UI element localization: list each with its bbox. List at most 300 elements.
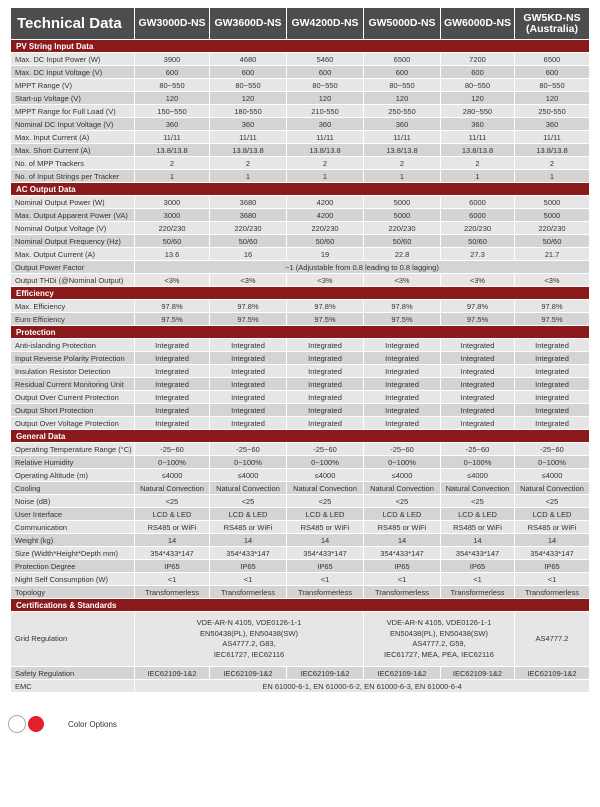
- header-row: [11, 8, 590, 40]
- row-label: Nominal Output Frequency (Hz): [11, 235, 135, 248]
- cell-value: 3000: [135, 209, 210, 222]
- cell-value: 354*433*147: [364, 547, 441, 560]
- row-label: Operating Altitude (m): [11, 469, 135, 482]
- table-row: [11, 560, 590, 573]
- cell-value: 19: [287, 248, 364, 261]
- cell-value: 80~550: [441, 79, 515, 92]
- cell-value: Integrated: [210, 378, 287, 391]
- row-label: Input Reverse Polarity Protection: [11, 352, 135, 365]
- cell-value: IP65: [441, 560, 515, 573]
- table-row: [11, 378, 590, 391]
- cell-value: 97.5%: [441, 313, 515, 326]
- cell-value: 50/60: [135, 235, 210, 248]
- model-header-last: [515, 8, 590, 40]
- cell-value: 360: [515, 118, 590, 131]
- cell-value: -25~60: [210, 443, 287, 456]
- cell-value: <1: [441, 573, 515, 586]
- row-label: Max. DC Input Voltage (V): [11, 66, 135, 79]
- cell-value: 360: [364, 118, 441, 131]
- cell-value: <25: [441, 495, 515, 508]
- cell-value: 97.8%: [364, 300, 441, 313]
- cell-value: 97.5%: [287, 313, 364, 326]
- table-row: [11, 66, 590, 79]
- grid-line: IEC61727, MEA, PEA, IEC62116: [384, 649, 494, 659]
- cell-value: <25: [135, 495, 210, 508]
- cell-value: 11/11: [441, 131, 515, 144]
- row-label: Communication: [11, 521, 135, 534]
- cell-value: RS485 or WiFi: [515, 521, 590, 534]
- cell-value: 220/230: [287, 222, 364, 235]
- cell-value: Integrated: [515, 391, 590, 404]
- cell-value: Integrated: [287, 339, 364, 352]
- cell-value: 180-550: [210, 105, 287, 118]
- cell-value: 5000: [364, 196, 441, 209]
- cell-value: 97.8%: [287, 300, 364, 313]
- cell-value: 0~100%: [210, 456, 287, 469]
- cell-value: -25~60: [364, 443, 441, 456]
- cell-value: 80~550: [135, 79, 210, 92]
- table-row: [11, 534, 590, 547]
- table-row: [11, 612, 590, 667]
- cell-value: 0~100%: [441, 456, 515, 469]
- cell-value: LCD & LED: [515, 508, 590, 521]
- cell-value: IEC62109-1&2: [441, 667, 515, 680]
- cell-value: 97.8%: [515, 300, 590, 313]
- cell-value: 354*433*147: [441, 547, 515, 560]
- section-title: Protection: [11, 326, 590, 339]
- grid-line: IEC61727, IEC62116: [213, 649, 285, 659]
- cell-value: 14: [441, 534, 515, 547]
- table-row: [11, 404, 590, 417]
- cell-value: 4680: [210, 53, 287, 66]
- cell-value: IEC62109-1&2: [135, 667, 210, 680]
- table-row: [11, 157, 590, 170]
- cell-value: Integrated: [135, 352, 210, 365]
- cell-value: 0~100%: [287, 456, 364, 469]
- cell-value: Integrated: [364, 378, 441, 391]
- table-row: [11, 300, 590, 313]
- cell-value: <25: [364, 495, 441, 508]
- cell-value: 360: [287, 118, 364, 131]
- page-title: Technical Data: [11, 8, 135, 40]
- cell-value: Integrated: [441, 378, 515, 391]
- cell-value: 210-550: [287, 105, 364, 118]
- cell-value: 120: [441, 92, 515, 105]
- cell-value: 97.8%: [441, 300, 515, 313]
- cell-value: Transformerless: [364, 586, 441, 599]
- cell-value: Integrated: [210, 417, 287, 430]
- row-label: Safety Regulation: [11, 667, 135, 680]
- grid-line: EN50438(PL), EN50438(SW): [390, 628, 488, 638]
- cell-value: 354*433*147: [287, 547, 364, 560]
- section-title: PV String Input Data: [11, 40, 590, 53]
- table-row: [11, 547, 590, 560]
- row-label: Max. Output Apparent Power (VA): [11, 209, 135, 222]
- section-title: Efficiency: [11, 287, 590, 300]
- row-label: Max. Input Current (A): [11, 131, 135, 144]
- model-header: GW3000D-NS: [135, 8, 210, 40]
- cell-value: 120: [515, 92, 590, 105]
- grid-line: VDE-AR-N 4105, VDE0126-1-1: [386, 618, 492, 627]
- row-label: Output Power Factor: [11, 261, 135, 274]
- cell-value: 13.8/13.8: [515, 144, 590, 157]
- cell-value: 220/230: [364, 222, 441, 235]
- cell-value: 220/230: [135, 222, 210, 235]
- row-label: Max. Efficiency: [11, 300, 135, 313]
- cell-value: 13.8/13.8: [364, 144, 441, 157]
- table-row: [11, 92, 590, 105]
- cell-value: 3680: [210, 209, 287, 222]
- model-region: (Australia): [526, 22, 578, 35]
- cell-value: LCD & LED: [210, 508, 287, 521]
- cell-value: Natural Convection: [364, 482, 441, 495]
- cell-value: 2: [287, 157, 364, 170]
- cell-value: Integrated: [364, 339, 441, 352]
- grid-regulation-group-a: [135, 612, 364, 667]
- row-label: Insulation Resistor Detection: [11, 365, 135, 378]
- cell-value: LCD & LED: [287, 508, 364, 521]
- cell-value: 2: [135, 157, 210, 170]
- cell-value: 14: [287, 534, 364, 547]
- cell-value: 3680: [210, 196, 287, 209]
- cell-value: 600: [287, 66, 364, 79]
- row-label: Output Short Protection: [11, 404, 135, 417]
- row-label: Size (Width*Height*Depth mm): [11, 547, 135, 560]
- table-row: [11, 144, 590, 157]
- row-label: MPPT Range (V): [11, 79, 135, 92]
- table-row: [11, 131, 590, 144]
- table-row: [11, 53, 590, 66]
- cell-value: Integrated: [364, 365, 441, 378]
- table-row: [11, 586, 590, 599]
- section-title: Certifications & Standards: [11, 599, 590, 612]
- cell-value: 5000: [515, 196, 590, 209]
- color-options-label: Color Options: [68, 719, 117, 729]
- cell-value: 2: [364, 157, 441, 170]
- cell-value: Integrated: [441, 339, 515, 352]
- cell-value: <25: [210, 495, 287, 508]
- cell-value: Integrated: [441, 365, 515, 378]
- cell-value: Integrated: [287, 378, 364, 391]
- cell-value: 0~100%: [515, 456, 590, 469]
- cell-value: ≤4000: [364, 469, 441, 482]
- cell-value: Integrated: [515, 404, 590, 417]
- cell-value: 5000: [364, 209, 441, 222]
- cell-value: IEC62109-1&2: [287, 667, 364, 680]
- cell-value: Natural Convection: [135, 482, 210, 495]
- cell-value: Transformerless: [515, 586, 590, 599]
- cell-value: 80~550: [210, 79, 287, 92]
- cell-value: 220/230: [441, 222, 515, 235]
- cell-value: 7200: [441, 53, 515, 66]
- cell-value: 600: [135, 66, 210, 79]
- grid-line: EN50438(PL), EN50438(SW): [200, 628, 298, 638]
- cell-value: Integrated: [135, 404, 210, 417]
- cell-value: 97.5%: [515, 313, 590, 326]
- section-title: General Data: [11, 430, 590, 443]
- cell-value: 1: [364, 170, 441, 183]
- cell-value: Integrated: [287, 365, 364, 378]
- cell-value: 27.3: [441, 248, 515, 261]
- row-label: Max. Short Current (A): [11, 144, 135, 157]
- row-label: Max. DC Input Power (W): [11, 53, 135, 66]
- cell-value: 80~550: [364, 79, 441, 92]
- section-header: [11, 430, 590, 443]
- cell-value: <3%: [364, 274, 441, 287]
- cell-value: 13.8/13.8: [441, 144, 515, 157]
- row-label: Operating Temperature Range (°C): [11, 443, 135, 456]
- row-label: Start-up Voltage (V): [11, 92, 135, 105]
- cell-value: Integrated: [135, 339, 210, 352]
- row-label: Nominal Output Voltage (V): [11, 222, 135, 235]
- cell-value: 3900: [135, 53, 210, 66]
- cell-value: 22.8: [364, 248, 441, 261]
- cell-value: Integrated: [441, 391, 515, 404]
- cell-value: ≤4000: [135, 469, 210, 482]
- cell-value: 4200: [287, 209, 364, 222]
- cell-value: 80~550: [515, 79, 590, 92]
- cell-value: 13.8/13.8: [135, 144, 210, 157]
- table-row: [11, 495, 590, 508]
- cell-value: Integrated: [364, 352, 441, 365]
- cell-value: Integrated: [441, 352, 515, 365]
- cell-value: <1: [515, 573, 590, 586]
- cell-value: Integrated: [515, 365, 590, 378]
- cell-value: LCD & LED: [135, 508, 210, 521]
- cell-value: 97.5%: [210, 313, 287, 326]
- cell-value: Integrated: [287, 417, 364, 430]
- cell-value: Natural Convection: [441, 482, 515, 495]
- table-row: [11, 170, 590, 183]
- grid-line: AS4777.2, G83,: [222, 639, 276, 648]
- cell-value: 220/230: [515, 222, 590, 235]
- cell-value: 4200: [287, 196, 364, 209]
- cell-value: Integrated: [210, 404, 287, 417]
- cell-value: 5460: [287, 53, 364, 66]
- table-row: [11, 196, 590, 209]
- cell-value: 120: [287, 92, 364, 105]
- row-label: No. of MPP Trackers: [11, 157, 135, 170]
- cell-value: 354*433*147: [210, 547, 287, 560]
- row-label: Anti-islanding Protection: [11, 339, 135, 352]
- cell-value: 3000: [135, 196, 210, 209]
- technical-data-table: [10, 7, 590, 693]
- cell-value: 1: [515, 170, 590, 183]
- cell-value: Natural Convection: [210, 482, 287, 495]
- row-label: Euro Efficiency: [11, 313, 135, 326]
- table-row: [11, 235, 590, 248]
- cell-value: Integrated: [441, 417, 515, 430]
- section-header: [11, 287, 590, 300]
- cell-value: Integrated: [210, 352, 287, 365]
- cell-value: Transformerless: [287, 586, 364, 599]
- grid-regulation-last: AS4777.2: [515, 612, 590, 667]
- cell-value: Integrated: [135, 365, 210, 378]
- cell-value: RS485 or WiFi: [287, 521, 364, 534]
- cell-value: 150~550: [135, 105, 210, 118]
- cell-value: 14: [135, 534, 210, 547]
- row-label: Max. Output Current (A): [11, 248, 135, 261]
- color-swatch-white: [8, 715, 26, 733]
- table-row: [11, 313, 590, 326]
- cell-value: Integrated: [210, 339, 287, 352]
- row-label: Relative Humidity: [11, 456, 135, 469]
- cell-value: ≤4000: [515, 469, 590, 482]
- table-row: [11, 391, 590, 404]
- table-row: [11, 469, 590, 482]
- cell-value: 50/60: [515, 235, 590, 248]
- cell-value: IEC62109-1&2: [515, 667, 590, 680]
- cell-value: Integrated: [210, 365, 287, 378]
- cell-value: Integrated: [287, 391, 364, 404]
- table-row: [11, 365, 590, 378]
- cell-value: -25~60: [441, 443, 515, 456]
- cell-value: 600: [364, 66, 441, 79]
- model-header: GW4200D-NS: [287, 8, 364, 40]
- cell-value: 5000: [515, 209, 590, 222]
- row-label: Topology: [11, 586, 135, 599]
- cell-value: 13.6: [135, 248, 210, 261]
- cell-value: Transformerless: [441, 586, 515, 599]
- section-title: AC Output Data: [11, 183, 590, 196]
- table-row: [11, 573, 590, 586]
- table-row: [11, 352, 590, 365]
- cell-value: 50/60: [210, 235, 287, 248]
- cell-value: IP65: [210, 560, 287, 573]
- section-header: [11, 183, 590, 196]
- row-label: Output Over Current Protection: [11, 391, 135, 404]
- table-row: [11, 680, 590, 693]
- cell-value: 120: [210, 92, 287, 105]
- cell-value: 11/11: [135, 131, 210, 144]
- cell-value: Integrated: [515, 352, 590, 365]
- cell-value: 2: [515, 157, 590, 170]
- row-label: Night Self Consumption (W): [11, 573, 135, 586]
- table-row: [11, 443, 590, 456]
- cell-value: -25~60: [135, 443, 210, 456]
- row-label: Nominal Output Power (W): [11, 196, 135, 209]
- model-header: GW6000D-NS: [441, 8, 515, 40]
- cell-value: Integrated: [515, 378, 590, 391]
- cell-value: Integrated: [364, 404, 441, 417]
- cell-value: 360: [441, 118, 515, 131]
- table-row: [11, 209, 590, 222]
- cell-value: <3%: [287, 274, 364, 287]
- table-row: [11, 79, 590, 92]
- cell-value: 14: [515, 534, 590, 547]
- table-row: [11, 508, 590, 521]
- table-row: [11, 667, 590, 680]
- cell-value: 11/11: [210, 131, 287, 144]
- cell-value: LCD & LED: [441, 508, 515, 521]
- cell-value: RS485 or WiFi: [135, 521, 210, 534]
- cell-value: Integrated: [364, 391, 441, 404]
- cell-value: 16: [210, 248, 287, 261]
- cell-value: IEC62109-1&2: [364, 667, 441, 680]
- cell-value: IP65: [135, 560, 210, 573]
- cell-value: 360: [210, 118, 287, 131]
- cell-value: Integrated: [287, 352, 364, 365]
- cell-value: RS485 or WiFi: [441, 521, 515, 534]
- cell-value: Integrated: [287, 404, 364, 417]
- table-row: [11, 482, 590, 495]
- row-label: Grid Regulation: [11, 612, 135, 667]
- cell-value: 250-550: [515, 105, 590, 118]
- cell-value: <3%: [210, 274, 287, 287]
- cell-value: 600: [441, 66, 515, 79]
- row-label: EMC: [11, 680, 135, 693]
- table-row: [11, 222, 590, 235]
- table-row: [11, 248, 590, 261]
- cell-value: Integrated: [441, 404, 515, 417]
- cell-value: 50/60: [287, 235, 364, 248]
- cell-value: 6000: [441, 196, 515, 209]
- cell-value: 1: [135, 170, 210, 183]
- cell-value: 6500: [515, 53, 590, 66]
- section-header: [11, 599, 590, 612]
- cell-value: 2: [210, 157, 287, 170]
- row-label: User Interface: [11, 508, 135, 521]
- row-label: MPPT Range for Full Load (V): [11, 105, 135, 118]
- cell-value: 50/60: [441, 235, 515, 248]
- section-header: [11, 40, 590, 53]
- cell-value: 97.5%: [135, 313, 210, 326]
- cell-value: IP65: [287, 560, 364, 573]
- cell-value: 14: [364, 534, 441, 547]
- cell-value: 11/11: [287, 131, 364, 144]
- table-row: [11, 105, 590, 118]
- cell-value: Natural Convection: [515, 482, 590, 495]
- cell-value: 1: [441, 170, 515, 183]
- cell-value: 97.8%: [210, 300, 287, 313]
- cell-value: 354*433*147: [135, 547, 210, 560]
- cell-value: 50/60: [364, 235, 441, 248]
- section-header: [11, 326, 590, 339]
- cell-value: IP65: [515, 560, 590, 573]
- cell-value: ≤4000: [210, 469, 287, 482]
- cell-value: 6500: [364, 53, 441, 66]
- table-row: [11, 521, 590, 534]
- cell-value: Integrated: [135, 417, 210, 430]
- cell-value: 0~100%: [135, 456, 210, 469]
- cell-value: Integrated: [135, 378, 210, 391]
- grid-line: VDE-AR-N 4105, VDE0126-1-1: [196, 618, 302, 627]
- cell-value: 120: [135, 92, 210, 105]
- grid-line: AS4777.2, G59,: [412, 639, 466, 648]
- cell-value: RS485 or WiFi: [210, 521, 287, 534]
- cell-value: 600: [210, 66, 287, 79]
- cell-value: 354*433*147: [515, 547, 590, 560]
- cell-value: 13.8/13.8: [210, 144, 287, 157]
- row-label: Protection Degree: [11, 560, 135, 573]
- cell-value: <1: [287, 573, 364, 586]
- cell-value: ≤4000: [287, 469, 364, 482]
- cell-value: Integrated: [364, 417, 441, 430]
- row-label: Weight (kg): [11, 534, 135, 547]
- cell-value: Transformerless: [210, 586, 287, 599]
- cell-value: 11/11: [515, 131, 590, 144]
- cell-value: 250-550: [364, 105, 441, 118]
- cell-value: Integrated: [515, 339, 590, 352]
- cell-value: RS485 or WiFi: [364, 521, 441, 534]
- row-label: Noise (dB): [11, 495, 135, 508]
- table-row: [11, 456, 590, 469]
- cell-value: 14: [210, 534, 287, 547]
- cell-value: <3%: [135, 274, 210, 287]
- cell-value: <3%: [441, 274, 515, 287]
- row-label: Output Over Voltage Protection: [11, 417, 135, 430]
- cell-value: <25: [515, 495, 590, 508]
